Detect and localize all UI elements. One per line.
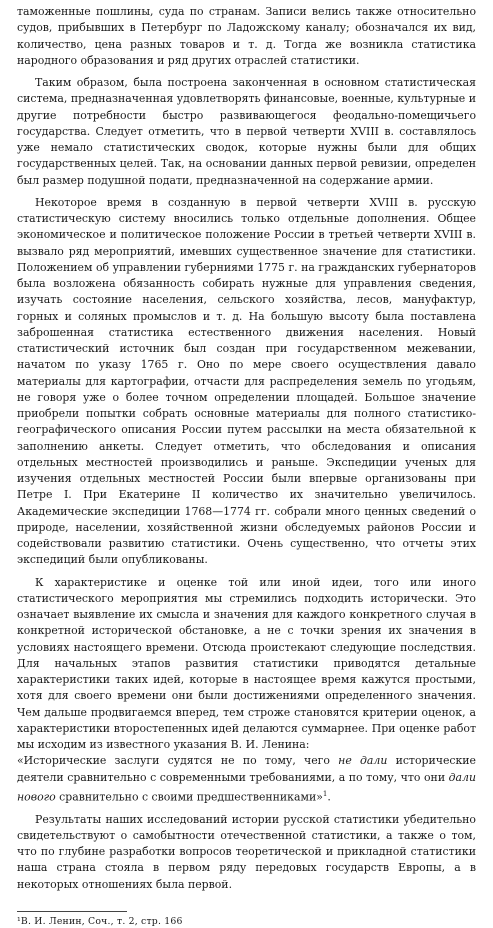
footnote-mark: 1 bbox=[322, 789, 328, 798]
footnote-rule bbox=[17, 911, 127, 912]
footnote: ¹В. И. Ленин, Соч., т. 2, стр. 166 bbox=[17, 915, 183, 927]
paragraph-results: Результаты наших исследований истории русской статистики убедительно свидетельствуют о самобытности отечественной статистики, а также о том, что по глубине разработки вопросов теоретической и прикладной статистики наша страна стояла в первом ряду передовых государств Европы, а в некоторых отношениях была первой. bbox=[17, 812, 476, 891]
paragraph-system: Таким образом, была построена законченная в основном статистическая система, предназначенная удовлетворять финансовые, военные, культурные и другие потребности быстро развивающегося феодально-помещичьего государства. Следует отметить, что в первой четверти XVIII в. составлялось уже немало статистических сводок, которые нужны были для общих государственных целей. Так, на основании данных первой ревизии, определен был размер подушной подати, предназначенной на содержание армии. bbox=[17, 76, 476, 187]
quote-emphasis-1: не дали bbox=[338, 754, 388, 768]
lenin-quote: «Исторические заслуги судятся не по тому, чего не дали исторические деятели сравнительно с современными требованиями, а по тому, что они дали нового сравнительно с своими предшественниками»$^1$. bbox=[17, 754, 476, 804]
paragraph-customs: таможенные пошлины, суда по странам. Записи велись также относительно судов, прибывших в Петербург по Ладожскому каналу; обозначался их вид, количество, цена разных товаров и т. д. Тогда же возникла статистика народного образования и ряд других отраслей статистики. bbox=[17, 5, 476, 67]
quote-emphasis-2: дали нового bbox=[17, 770, 476, 804]
document-page bbox=[17, 4, 476, 928]
paragraph-method: К характеристике и оценке той или иной идеи, того или иного статистического мероприятия мы стремились подходить исторически. Это означает выявление их смысла и значения для каждого конкретного случая в конкретной исторической обстановке, а не с точки зрения их значения в условиях настоящего времени. Отсюда проистекают следующие последствия. Для начальных этапов развития статистики приводятся детальные характеристики таких идей, которые в настоящее время кажутся простыми, хотя для своего времени они были достижениями определенного значения. Чем дальше продвигаемся вперед, тем строже становятся критерии оценок, а характеристики второстепенных идей делаются суммарнее. При оценке работ мы исходим из известного указания В. И. Ленина: bbox=[17, 575, 476, 751]
paragraph-development: Некоторое время в созданную в первой четверти XVIII в. русскую статистическую систему вносились только отдельные дополнения. Общее экономическое и политическое положение России в третьей четверти XVIII в. вызвало ряд мероприятий, имевших существенное значение для статистики. Положением об управлении губерниями 1775 г. на гражданских губернаторов была возложена обязанность собирать нужные для управления сведения, изучать состояние населения, сельского хозяйства, лесов, мануфактур, горных и соляных промыслов и т. д. На большую высоту была поставлена заброшенная статистика естественного движения населения. Новый статистический источник был создан при государственном межевании, начатом по указу 1765 г. Оно по мере своего осуществления давало материалы для картографии, отчасти для распределения земель по угодьям, не говоря уже о более точном определении площадей. Большое значение приобрели попытки собрать основные материалы для полного статистико-географического описания России путем рассылки на места обязательной к заполнению анкеты. Следует отметить, что обследования и описания отдельных местностей производились и раньше. Экспедиции ученых для изучения отдельных местностей России были впервые организованы при Петре I. При Екатерине II количество их значительно увеличилось. Академические экспедиции 1768—1774 гг. собрали много ценных сведений о природе, населении, хозяйственной жизни обследуемых районов России и содействовали развитию статистики. Очень существенно, что отчеты этих экспедиций были опубликованы. bbox=[17, 195, 476, 567]
